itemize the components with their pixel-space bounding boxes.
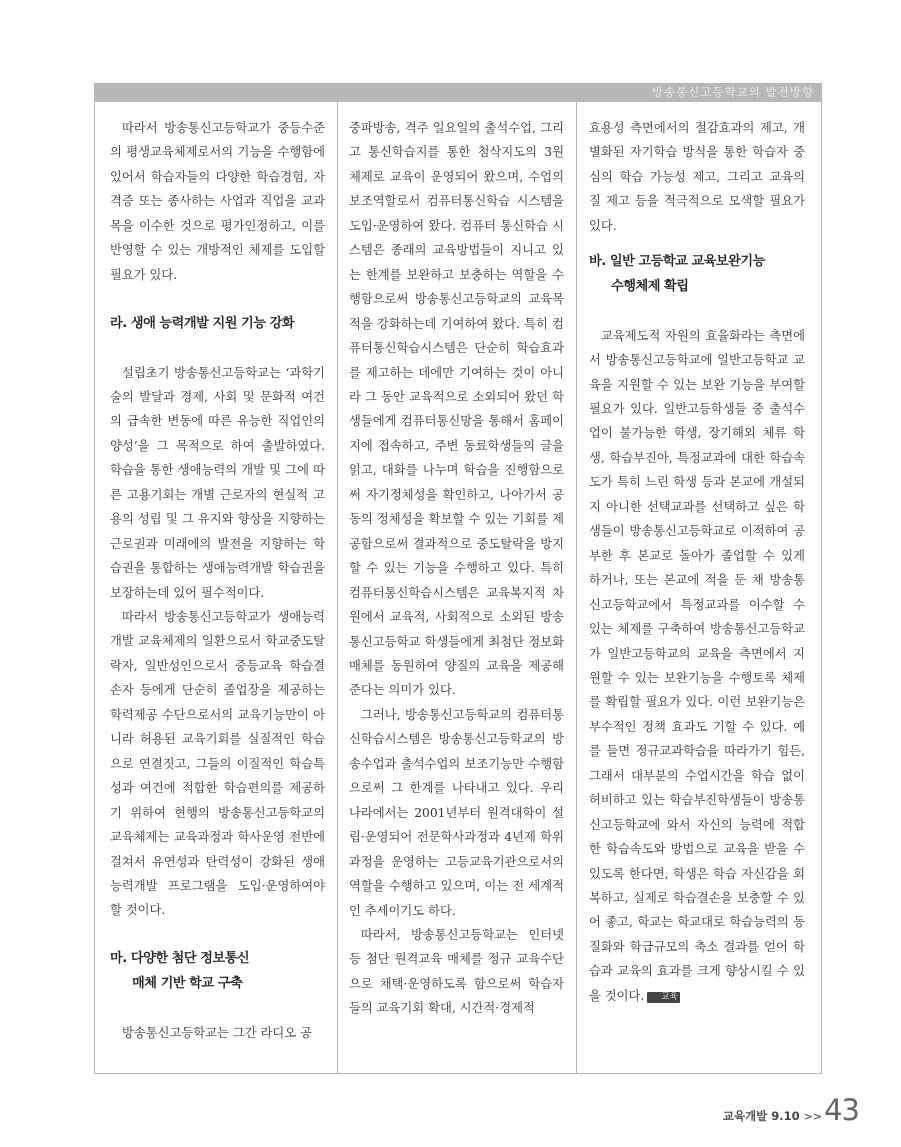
col1-paragraph-3: 따라서 방송통신고등학교가 생애능력개발 교육체제의 일환으로서 학교중도탈락자, 일반성인으로서 중등교육 학습결손자 등에게 단순히 졸업장을 제공하는 학력제공 수단으로서의 교육기능만이 아니라 허용된 교육기회를 실질적인 학습으로 연결짓고, 그들의 이질적인 학습특성과 여건에 적합한 학습편의를 제공하기 위하여 현행의 방송통신고등학교의 교육체제는 교육과정과 학사운영 전반에 걸쳐서 유연성과 탄력성이 강화된 생애능력개발 프로그램을 도입·운영하여야 할 것이다. [110,610,325,918]
column-3 [589,116,805,1008]
col2-paragraph-1: 중파방송, 격주 일요일의 출석수업, 그리고 통신학습지를 통한 첨삭지도의 3원 체제로 교육이 운영되어 왔으며, 수업의 보조역할로서 컴퓨터통신학습 시스템을 도입·운영하여 왔다. 컴퓨터 통신학습 시스템은 종래의 교육방법들이 지니고 있는 한계를 보완하고 보충하는 역할을 수행함으로써 방송통신고등학교의 교육목적을 강화하는데 기여하여 왔다. 특히 컴퓨터통신학습시스템은 단순히 학습효과를 제고하는 데에만 기여하는 것이 아니라 그 동안 교육적으로 소외되어 왔던 학생들에게 컴퓨터통신망을 통해서 홈페이지에 접속하고, 주변 동료학생들의 글을 읽고, 대화를 나누며 학습을 진행함으로써 자기정체성을 확인하고, 나아가서 공동의 정체성을 확보할 수 있는 기회를 제공함으로써 결과적으로 중도탈락을 방지할 수 있는 기능을 수행하고 있다. 특히 컴퓨터통신학습시스템은 교육복지적 차원에서 교육적, 사회적으로 소외된 방송통신고등학교 학생들에게 최첨단 정보화 매체를 동원하여 양질의 교육을 제공해 준다는 의미가 있다. [349,121,564,698]
section-heading-ba-line-1: 바. 일반 고등학교 교육보완기능 [589,254,765,270]
col1-paragraph-2: 설립초기 방송통신고등학교는 ‘과학기술의 발달과 경제, 사회 및 문화적 여건의 급속한 변동에 따른 유능한 직업인의 양성’을 그 목적으로 하여 출발하였다. 학습을 통한 생애능력의 개발 및 그에 따른 고용기회는 개별 근로자의 현실적 고용의 성립 및 그 유지와 향상을 지향하는 근로권과 미래에의 발전을 지향하는 학습권을 통합하는 생애능력개발 학습권을 보장하는데 있어 필수적이다. [110,365,325,600]
section-heading-ba-line-2: 수행체제 확립 [611,278,689,294]
running-header-bar [94,83,822,102]
running-header-title: 방송통신고등학교의 발전방향 [651,85,814,99]
column-1 [110,116,325,1045]
column-divider-1 [337,102,338,1074]
footer-issue: 9.10 [771,1109,800,1123]
col3-paragraph-1: 효용성 측면에서의 절감효과의 제고, 개별화된 자기학습 방식을 통한 학습자 중심의 학습 가능성 제고, 그리고 교육의 질 제고 등을 적극적으로 모색할 필요가 있다. [589,121,805,233]
column-divider-2 [576,102,577,1074]
col1-paragraph-1: 따라서 방송통신고등학교가 중등수준의 평생교육체제로서의 기능을 수행함에 있어서 학습자들의 다양한 학습경험, 자격증 또는 종사하는 사업과 직업을 교과목을 이수한 것으로 평가인정하고, 이를 반영할 수 있는 개방적인 체제를 도입할 필요가 있다. [110,121,325,282]
col2-paragraph-3: 따라서, 방송통신고등학교는 인터넷 등 첨단 원격교육 매체를 정규 교육수단으로 채택·운영하도록 함으로써 학습자들의 교육기회 확대, 시간적·경제적 [349,927,564,1016]
footer-magazine-name: 교육개발 [722,1109,768,1123]
col3-paragraph-2-text: 교육제도적 자원의 효율화라는 측면에서 방송통신고등학교에 일반고등학교 교육을 지원할 수 있는 보완 기능을 부여할 필요가 있다. 일반고등학생들 중 출석수업이 불가능한 학생, 장기해외 체류 학생, 학습부진아, 특정교과에 대한 학습속도가 특히 느린 학생 등과 본교에 개설되지 아니한 선택교과를 선택하고 싶은 학생들이 방송통신고등학교로 이적하여 공부한 후 본교로 돌아가 졸업할 수 있게 하거나, 또는 본교에 적을 둔 채 방송통신고등학교에서 특정교과를 이수할 수 있는 체제를 구축하여 방송통신고등학교가 일반고등학교의 교육을 측면에서 지원할 수 있는 보완기능을 수행토록 체제를 확립할 필요가 있다. 이런 보완기능은 부수적인 정책 효과도 기할 수 있다. 예를 들면 정규교과학습을 따라가기 힘든, 그래서 대부분의 수업시간을 학습 없이 허비하고 있는 학습부진학생들이 방송통신고등학교에 와서 자신의 능력에 적합한 학습속도와 방법으로 교육을 받을 수 있도록 한다면, 학생은 학습 자신감을 회복하고, 실제로 학습결손을 보충할 수 있어 좋고, 학교는 학교대로 학습능력의 동질화와 학급규모의 축소 결과를 얻어 학습과 교육의 효과를 크게 향상시킬 수 있을 것이다. [589,328,805,1003]
section-heading-ma-line-2: 매체 기반 학교 구축 [132,975,243,991]
section-heading-ba [589,250,805,299]
article-end-mark: 교육 [647,992,679,1003]
col1-paragraph-4: 방송통신고등학교는 그간 라디오 공 [122,1025,312,1040]
col2-paragraph-2: 그러나, 방송통신고등학교의 컴퓨터통신학습시스템은 방송통신고등학교의 방송수업과 출석수업의 보조기능만 수행함으로써 그 한계를 나타내고 있다. 우리 나라에서는 2001년부터 원격대학이 설립·운영되어 전문학사과정과 4년제 학위과정을 운영하는 고등교육기관으로서의 역할을 수행하고 있으며, 이는 전 세계적인 추세이기도 하다. [349,707,564,918]
col3-paragraph-2 [589,324,805,1009]
section-heading-ma [110,947,325,996]
page-number: 43 [824,1093,859,1127]
column-2 [349,116,564,1021]
section-heading-ra: 라. 생애 능력개발 지원 기능 강화 [110,315,295,331]
footer-arrows: >> [803,1110,823,1123]
page-footer [723,1093,859,1127]
section-heading-ma-line-1: 마. 다양한 첨단 정보통신 [110,951,250,967]
